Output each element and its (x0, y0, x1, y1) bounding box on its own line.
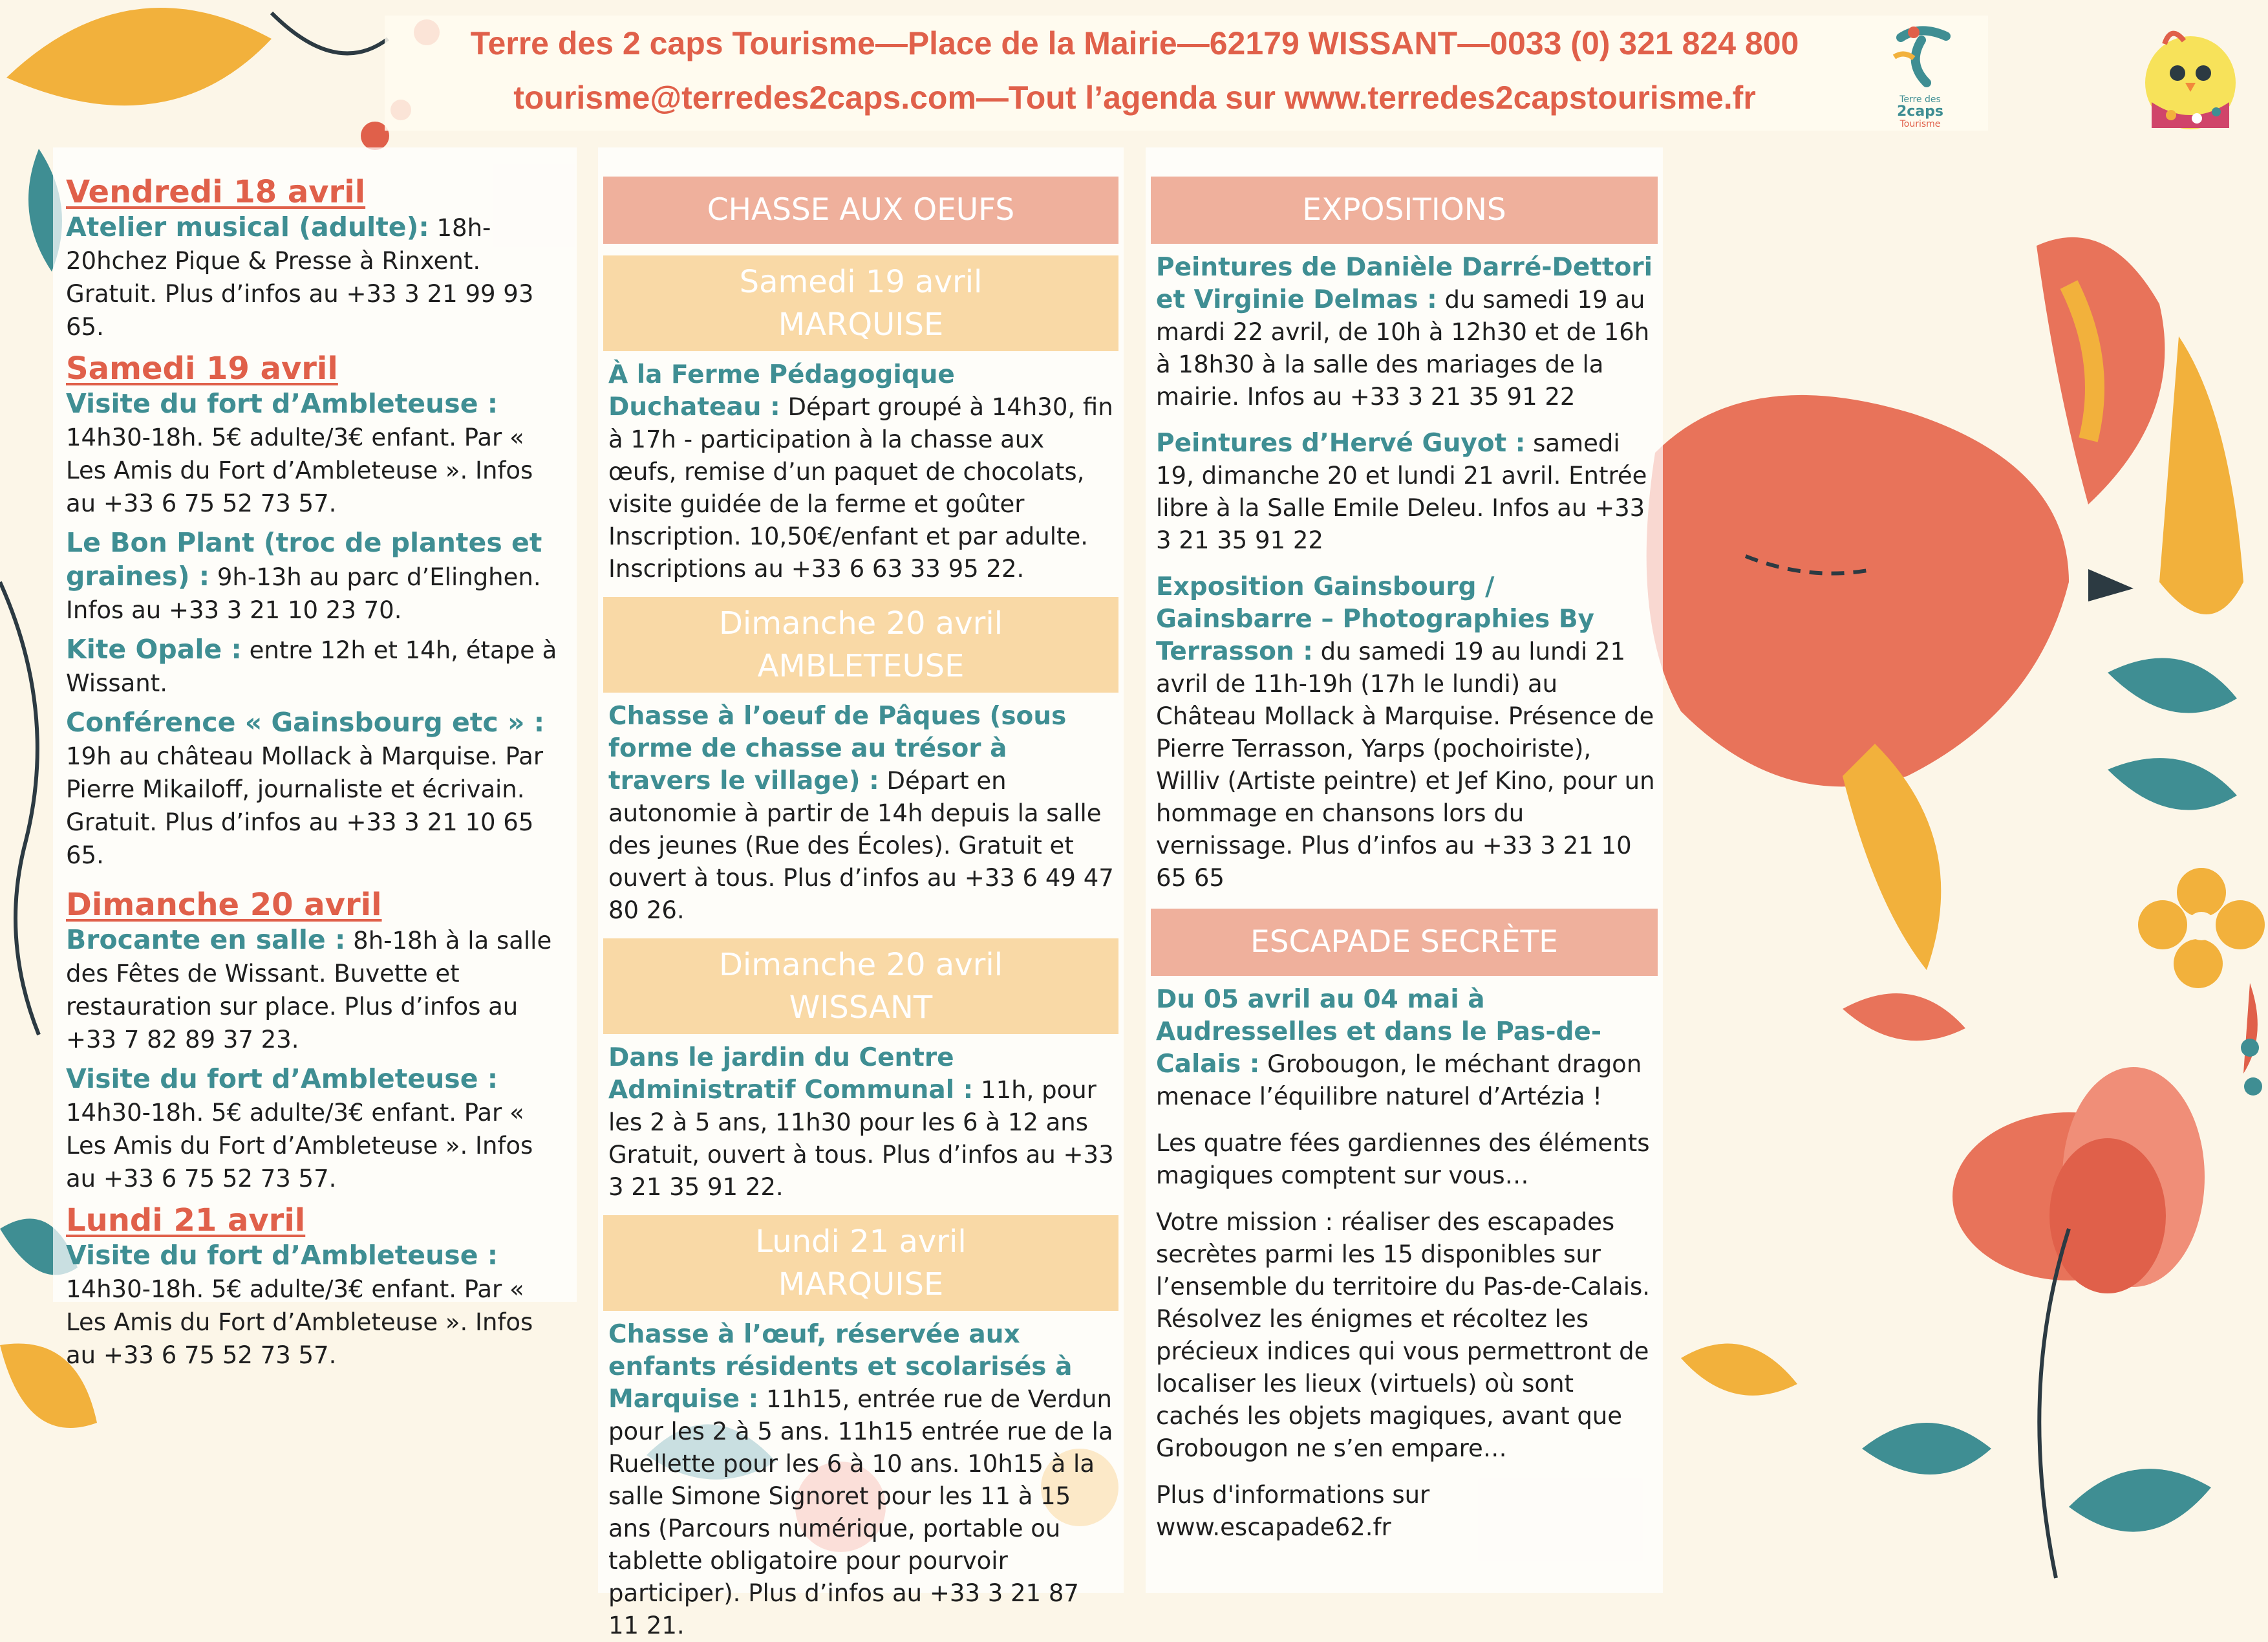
banner-day: Samedi 19 avril (739, 264, 983, 300)
day-heading: Lundi 21 avril (66, 1202, 306, 1238)
event-title: Peintures d’Hervé Guyot : (1156, 429, 1526, 458)
event-title: Chasse à l’œuf, réservée aux enfants résidents et scolarisés à Marquise : (608, 1320, 1073, 1414)
contact-address-line: Terre des 2 caps Tourisme—Place de la Mairie—62179 WISSANT—0033 (0) 321 824 800 (470, 25, 1799, 61)
event-details: entre 12h et 14h, étape à Wissant. (66, 636, 557, 697)
logo-caps: 2caps (1896, 103, 1944, 120)
event-entry (598, 693, 1124, 927)
date-place-banner (603, 597, 1118, 693)
event-details: 9h-13h au parc d’Elinghen. Infos au +33 3 21 10 23 70. (66, 563, 541, 624)
event-entry (1146, 427, 1663, 557)
event-title: À la Ferme Pédagogique Duchateau : (608, 360, 955, 422)
contact-website-line[interactable]: tourisme@terredes2caps.com—Tout l’agenda sur www.terredes2capstourisme.fr (513, 80, 1756, 116)
event-details: du samedi 19 au mardi 22 avril, de 10h à 12h30 et de 16h à 18h30 à la salle des mariages de la mairie. Infos au +33 3 21 35 91 22 (1156, 286, 1650, 411)
event-title: Exposition Gainsbourg / Gainsbarre – Photographies By Terrasson : (1156, 572, 1594, 666)
banner-day: Lundi 21 avril (755, 1224, 967, 1260)
event-entry (66, 633, 564, 700)
banner-place: MARQUISE (778, 307, 944, 343)
logo-mark-icon (1875, 18, 1965, 96)
event-title: Dans le jardin du Centre Administratif Communal : (608, 1043, 974, 1105)
event-details: du samedi 19 au lundi 21 avril de 11h-19h (17h le lundi) au Château Mollack à Marquise. Présence de Pierre Terrasson, Yarps (pochoiriste), Williv (Artiste peintre) et Jef Kino, pour un hommage en chansons lors du vernissage. Plus d’infos au +33 3 21 10 65 65 (1156, 638, 1655, 892)
day-heading: Vendredi 18 avril (66, 174, 366, 210)
event-details: 14h30-18h. 5€ adulte/3€ enfant. Par « Les Amis du Fort d’Ambleteuse ». Infos au +33 6 75 52 73 57. (66, 424, 533, 517)
banner-day: Dimanche 20 avril (718, 605, 1003, 642)
event-title: Visite du fort d’Ambleteuse : (66, 388, 498, 419)
event-entry (1146, 571, 1663, 894)
banner-place: AMBLETEUSE (757, 648, 965, 684)
day-heading: Samedi 19 avril (66, 351, 338, 387)
date-place-banner (603, 938, 1118, 1034)
event-entry (66, 211, 564, 343)
yellow-flower-icon (2138, 868, 2265, 988)
event-title: Conférence « Gainsbourg etc » : (66, 707, 545, 738)
logo-label: Terre des (1899, 94, 1941, 105)
agenda-column (53, 147, 577, 1369)
section-heading: EXPOSITIONS (1151, 177, 1658, 244)
event-details: 14h30-18h. 5€ adulte/3€ enfant. Par « Les Amis du Fort d’Ambleteuse ». Infos au +33 6 75 52 73 57. (66, 1099, 533, 1193)
contact-header (385, 16, 1988, 131)
event-details: Départ en autonomie à partir de 14h depuis la salle des jeunes (Rue des Écoles). Gratuit et ouvert à tous. Plus d’infos au +33 6 49 47 80 26. (608, 767, 1114, 924)
banner-place: MARQUISE (778, 1266, 944, 1302)
event-title: Du 05 avril au 04 mai à Audresselles et dans le Pas-de-Calais : (1156, 985, 1602, 1079)
paragraph: Votre mission : réaliser des escapades secrètes parmi les 15 disponibles sur l’ensemble du territoire du Pas-de-Calais. Résolvez les énigmes et récoltez les précieux indices qui vous permettront de localiser les lieux (virtuels) où sont cachés les objets magiques, avant que Grobougon ne s’en empare… (1156, 1208, 1651, 1462)
event-title: Peintures de Danièle Darré-Dettori et Virginie Delmas : (1156, 253, 1653, 314)
teal-leaf-icon (2108, 658, 2237, 713)
exhibitions-column (1146, 147, 1663, 1593)
event-details: 11h, pour les 2 à 5 ans, 11h30 pour les 6 à 12 ans Gratuit, ouvert à tous. Plus d’infos au +33 3 21 35 91 22. (608, 1076, 1114, 1201)
day-heading: Dimanche 20 avril (66, 887, 382, 923)
date-place-banner (603, 1215, 1118, 1311)
event-entry (66, 526, 564, 627)
paragraph: Les quatre fées gardiennes des éléments magiques comptent sur vous… (1156, 1129, 1650, 1189)
event-entry (66, 1063, 564, 1195)
event-details: Grobougon, le méchant dragon menace l’équilibre naturel d’Artézia ! (1156, 1050, 1642, 1110)
chick-mascot-icon (2132, 18, 2249, 135)
more-info-link[interactable]: Plus d'informations sur www.escapade62.fr (1156, 1481, 1430, 1541)
event-title: Visite du fort d’Ambleteuse : (66, 1240, 498, 1271)
event-title: Kite Opale : (66, 634, 242, 665)
section-heading: ESCAPADE SECRÈTE (1151, 909, 1658, 976)
event-details: 11h15, entrée rue de Verdun pour les 2 à 5 ans. 11h15 entrée rue de la Ruellette pour les 6 à 10 ans. 10h15 à la salle Simone Signoret pour les 11 à 15 ans (Parcours numérique, portable ou tablette obligatoire pour pourvoir participer). Plus d’infos au +33 3 21 87 11 21. (608, 1385, 1113, 1639)
event-entry (66, 924, 564, 1056)
event-entry (598, 351, 1124, 585)
banner-place: WISSANT (789, 989, 933, 1026)
event-details: 8h-18h à la salle des Fêtes de Wissant. Buvette et restauration sur place. Plus d’infos au +33 7 82 89 37 23. (66, 927, 552, 1053)
event-title: Chasse à l’oeuf de Pâques (sous forme de chasse au trésor à travers le village) : (608, 702, 1067, 795)
banner-day: Dimanche 20 avril (718, 947, 1003, 983)
date-place-banner (603, 255, 1118, 351)
event-details: 19h au château Mollack à Marquise. Par Pierre Mikailoff, journaliste et écrivain. Gratuit. Plus d’infos au +33 3 21 10 65 65. (66, 742, 544, 869)
event-details: samedi 19, dimanche 20 et lundi 21 avril. Entrée libre à la Salle Emile Deleu. Infos au +33 3 21 35 91 22 (1156, 429, 1647, 554)
event-entry (598, 1311, 1124, 1642)
event-entry (1146, 244, 1663, 413)
event-details: 18h-20hchez Pique & Presse à Rinxent. Gratuit. Plus d’infos au +33 3 21 99 93 65. (66, 214, 534, 341)
egg-hunt-column (598, 147, 1124, 1639)
event-entry (66, 1239, 564, 1372)
event-title: Le Bon Plant (troc de plantes et graines) : (66, 527, 542, 592)
terre-des-2-caps-logo (1875, 18, 1965, 128)
yellow-leaf-icon (6, 8, 272, 105)
event-entry (598, 1034, 1124, 1204)
bird-illustration-icon (1647, 237, 2243, 970)
escapade-description (1146, 976, 1663, 1544)
event-entry (66, 706, 564, 872)
event-entry (66, 387, 564, 520)
event-title: Visite du fort d’Ambleteuse : (66, 1063, 498, 1094)
event-details: Départ groupé à 14h30, fin à 17h - participation à la chasse aux œufs, remise d’un paquet de chocolats, visite guidée de la ferme et goûter Inscription. 10,50€/enfant et par adulte. Inscriptions au +33 6 63 33 95 22. (608, 393, 1113, 583)
event-details: 14h30-18h. 5€ adulte/3€ enfant. Par « Les Amis du Fort d’Ambleteuse ». Infos au +33 6 75 52 73 57. (66, 1275, 533, 1369)
event-title: Atelier musical (adulte): (66, 211, 429, 243)
logo-tourisme: Tourisme (1899, 119, 1941, 129)
section-heading: CHASSE AUX OEUFS (603, 177, 1118, 244)
event-title: Brocante en salle : (66, 924, 346, 955)
